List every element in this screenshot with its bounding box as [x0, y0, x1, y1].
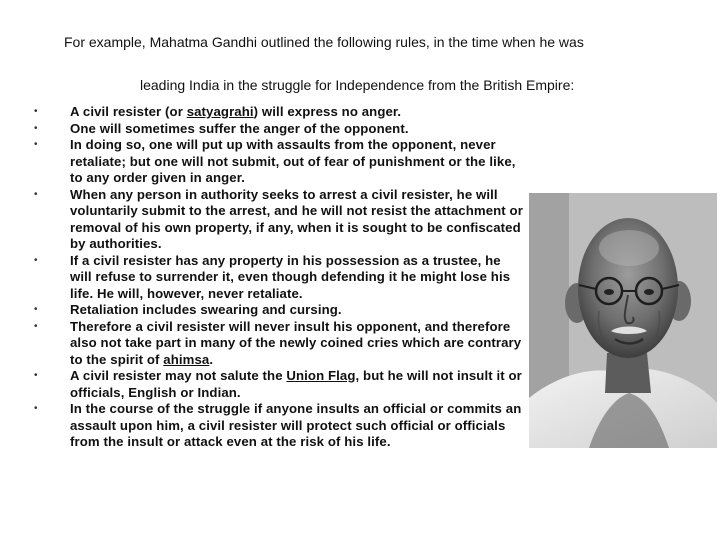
rule-text-lead: A civil resister may not salute the	[70, 368, 287, 383]
rule-text-lead: A civil resister (or	[70, 104, 187, 119]
ahimsa-link[interactable]: ahimsa	[163, 351, 210, 367]
rules-list	[34, 104, 524, 451]
rule-item	[34, 368, 524, 401]
rule-text: If a civil resister has any property in his possession as a trustee, he will refuse to surrender it, even though defending it he might lose his life. He will, however, never retaliate.	[70, 252, 511, 301]
rule-item	[34, 137, 524, 187]
gandhi-portrait-photo	[529, 193, 717, 448]
rule-text: When any person in authority seeks to arrest a civil resister, he will voluntarily submit to the arrest, and he will not resist the attachment or removal of his own property, if any, when it is sought to be confiscated by authorities.	[70, 186, 523, 251]
bullet-icon: •	[34, 403, 38, 414]
intro-line-2: leading India in the struggle for Independence from the British Empire:	[140, 77, 575, 93]
bullet-icon: •	[34, 320, 38, 332]
bullet-icon: •	[34, 106, 38, 117]
bullet-icon: •	[34, 188, 38, 200]
satyagrahi-link[interactable]: satyagrahi	[186, 104, 254, 119]
rule-text-tail: .	[209, 351, 214, 367]
rule-text	[70, 368, 524, 401]
bullet-icon: •	[34, 139, 38, 150]
rule-item	[34, 401, 524, 451]
rule-text	[70, 104, 524, 121]
rule-text-tail: ) will express no anger.	[253, 104, 402, 119]
rule-text: In doing so, one will put up with assaults from the opponent, never retaliate; but one will not submit, out of fear of punishment or the like, to any order given in anger.	[70, 137, 516, 185]
rule-item	[34, 104, 524, 121]
bullet-icon: •	[34, 370, 38, 381]
rule-text-lead: Therefore a civil resister will never insult his opponent, and therefore also not take part in many of the newly coined cries which are contrary to the spirit of	[70, 318, 522, 367]
bullet-icon: •	[34, 304, 38, 315]
rule-item	[34, 121, 524, 138]
union-flag-link[interactable]: Union Flag	[286, 368, 356, 383]
rule-item	[34, 187, 524, 253]
bullet-icon: •	[34, 254, 38, 266]
rule-text: One will sometimes suffer the anger of the opponent.	[70, 120, 409, 136]
rule-text: In the course of the struggle if anyone insults an official or commits an assault upon him, a civil resister will protect such official or officials from the insult or attack even at the risk of his life.	[70, 401, 522, 449]
bullet-icon: •	[34, 122, 38, 134]
rule-item	[34, 319, 524, 369]
rule-text	[70, 319, 524, 369]
portrait-illustration	[529, 193, 717, 448]
intro-line-1: For example, Mahatma Gandhi outlined the following rules, in the time when he was	[64, 34, 584, 50]
rule-item	[34, 253, 524, 303]
rule-text-tail: , but he will not insult it or officials, English or Indian.	[70, 368, 522, 400]
rule-text: Retaliation includes swearing and cursing.	[70, 302, 342, 317]
rule-item	[34, 302, 524, 319]
